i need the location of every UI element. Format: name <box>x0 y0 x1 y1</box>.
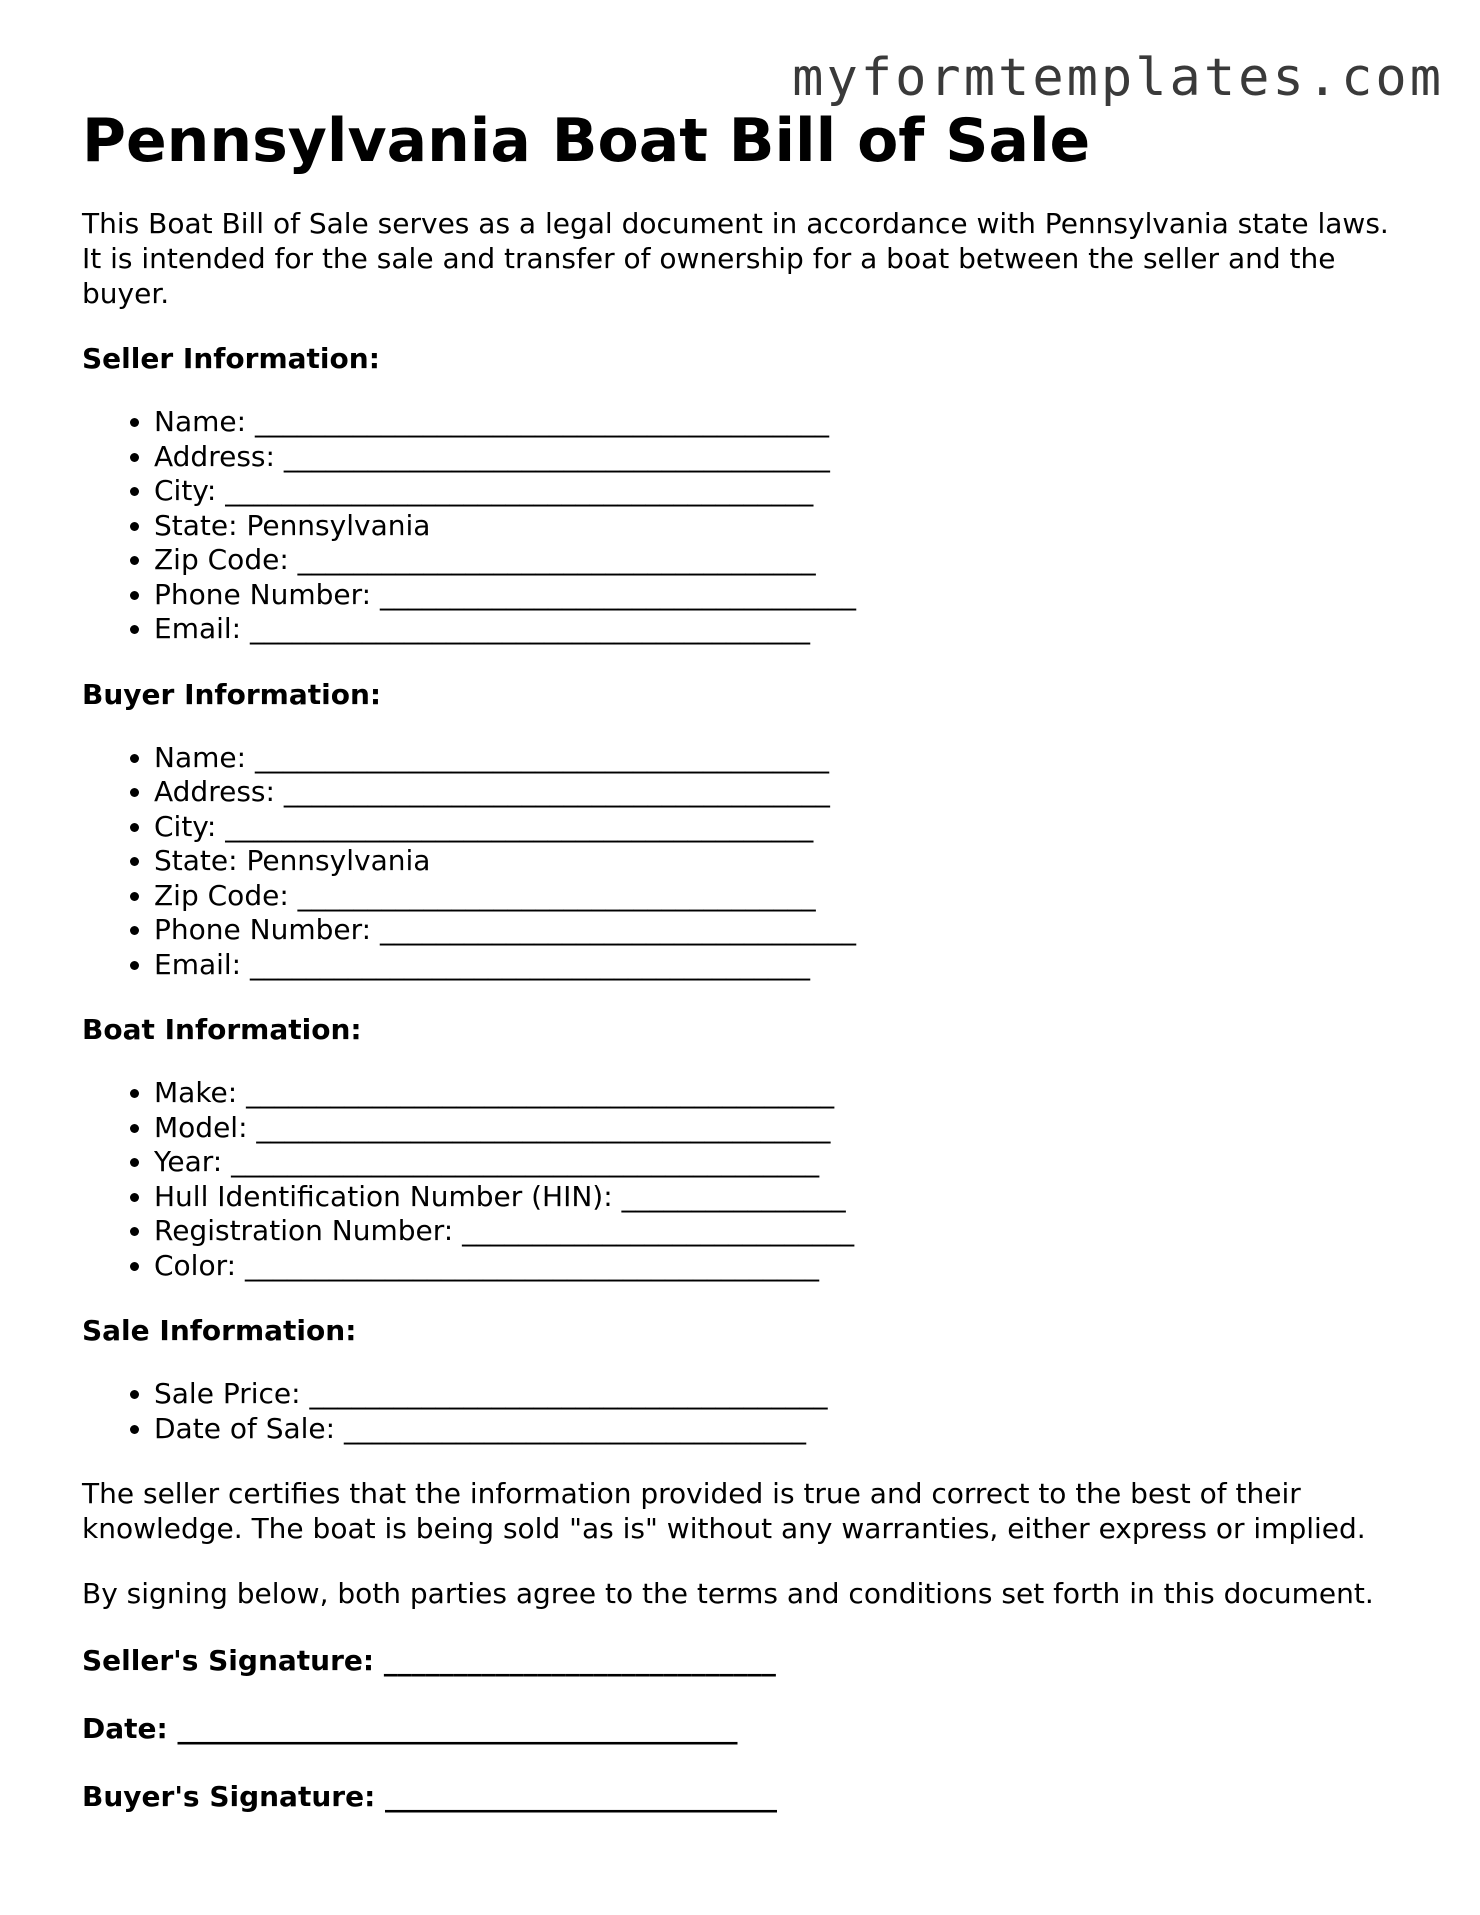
signature-label: Date: <box>82 1712 168 1745</box>
field-blank[interactable]: __________________________________________ <box>231 1145 820 1178</box>
seller-address-item <box>154 440 1412 475</box>
boat-year-item <box>154 1145 1412 1180</box>
watermark-text: myformtemplates.com <box>792 48 1444 108</box>
field-blank[interactable]: __________________________________ <box>379 913 856 946</box>
field-blank[interactable]: ____________________________ <box>462 1214 855 1247</box>
seller-phone-item <box>154 578 1412 613</box>
buyer-field-list <box>82 741 1412 983</box>
seller-signature-line <box>82 1643 1412 1679</box>
field-label: State: Pennsylvania <box>154 508 431 542</box>
seller-name-item <box>154 405 1412 440</box>
boat-make-item <box>154 1076 1412 1111</box>
field-label: Email: <box>154 612 242 645</box>
field-label: Hull Identification Number (HIN): <box>154 1179 613 1213</box>
signature-blank[interactable]: ____________________________ <box>383 1644 776 1677</box>
field-blank[interactable]: _______________________________________ <box>283 775 830 808</box>
field-label: City: <box>154 809 217 843</box>
field-label: Color: <box>154 1248 237 1282</box>
buyer-state-item <box>154 844 1412 879</box>
field-label: Year: <box>154 1145 223 1178</box>
field-blank[interactable]: __________________________________ <box>379 577 856 611</box>
field-label: Model: <box>154 1110 248 1144</box>
field-label: Zip Code: <box>154 543 289 576</box>
field-label: State: Pennsylvania <box>154 844 431 877</box>
field-blank[interactable]: ________________________________________ <box>250 612 811 645</box>
field-label: Registration Number: <box>154 1214 454 1247</box>
sale-date-item <box>154 1412 1412 1447</box>
field-label: Name: <box>154 740 247 774</box>
field-label: Address: <box>154 775 275 808</box>
buyer-signature-line <box>82 1779 1412 1815</box>
boat-section-heading: Boat Information: <box>82 1013 362 1046</box>
field-blank[interactable]: _________________________________________ <box>254 405 829 438</box>
field-label: Make: <box>154 1076 238 1109</box>
seller-state-item <box>154 509 1412 544</box>
field-blank[interactable]: _________________________________ <box>344 1411 806 1445</box>
buyer-address-item <box>154 775 1412 810</box>
field-blank[interactable]: _____________________________________ <box>297 543 816 576</box>
document-page <box>82 100 1412 1815</box>
field-blank[interactable]: __________________________________________ <box>225 809 814 843</box>
field-blank[interactable]: ________________ <box>621 1179 846 1213</box>
buyer-name-item <box>154 741 1412 776</box>
field-blank[interactable]: _________________________________________ <box>254 740 829 774</box>
field-blank[interactable]: __________________________________________ <box>225 474 814 507</box>
field-label: Name: <box>154 405 247 438</box>
sale-section-heading: Sale Information: <box>82 1314 357 1347</box>
field-blank[interactable]: _____________________________________ <box>297 878 816 912</box>
seller-section-heading: Seller Information: <box>82 342 380 375</box>
field-label: Address: <box>154 439 275 473</box>
buyer-section-heading: Buyer Information: <box>82 677 382 711</box>
field-label: Sale Price: <box>154 1377 301 1410</box>
sale-price-item <box>154 1377 1412 1412</box>
buyer-email-item <box>154 948 1412 983</box>
field-blank[interactable]: ________________________________________ <box>250 947 811 981</box>
field-blank[interactable]: _____________________________________ <box>309 1377 828 1410</box>
signature-label: Seller's Signature: <box>82 1644 375 1677</box>
boat-registration-item <box>154 1214 1412 1249</box>
seller-city-item <box>154 474 1412 509</box>
signature-blank[interactable]: ____________________________ <box>385 1780 778 1813</box>
signature-label: Buyer's Signature: <box>82 1780 376 1813</box>
boat-model-item <box>154 1111 1412 1146</box>
boat-hin-item <box>154 1180 1412 1215</box>
sale-field-list <box>82 1377 1412 1446</box>
field-label: City: <box>154 474 217 507</box>
certification-paragraph: The seller certifies that the information provided is true and correct to the best of their knowledge. The boat is being sold "as is" without any warranties, either express or implied. <box>82 1477 1366 1545</box>
seller-field-list <box>82 405 1412 647</box>
seller-email-item <box>154 612 1412 647</box>
buyer-zip-item <box>154 879 1412 914</box>
boat-field-list <box>82 1076 1412 1283</box>
field-label: Email: <box>154 947 242 981</box>
buyer-phone-item <box>154 913 1412 948</box>
document-title: Pennsylvania Boat Bill of Sale <box>82 106 1091 176</box>
field-blank[interactable]: _________________________________________ <box>244 1248 819 1282</box>
field-label: Phone Number: <box>154 577 372 611</box>
buyer-city-item <box>154 810 1412 845</box>
field-blank[interactable]: _______________________________________ <box>283 439 830 473</box>
intro-paragraph: This Boat Bill of Sale serves as a legal document in accordance with Pennsylvania state laws. It is intended for the sale and transfer of ownership for a boat between the seller and the buyer. <box>82 207 1389 310</box>
field-label: Zip Code: <box>154 878 289 912</box>
field-blank[interactable]: __________________________________________ <box>246 1076 835 1109</box>
signature-date-line <box>82 1711 1412 1747</box>
field-blank[interactable]: _________________________________________ <box>256 1110 831 1144</box>
seller-zip-item <box>154 543 1412 578</box>
boat-color-item <box>154 1249 1412 1284</box>
signature-blank[interactable]: ________________________________________ <box>177 1712 738 1745</box>
agreement-paragraph: By signing below, both parties agree to the terms and conditions set forth in this document. <box>82 1577 1374 1610</box>
field-label: Phone Number: <box>154 913 372 946</box>
field-label: Date of Sale: <box>154 1411 336 1445</box>
